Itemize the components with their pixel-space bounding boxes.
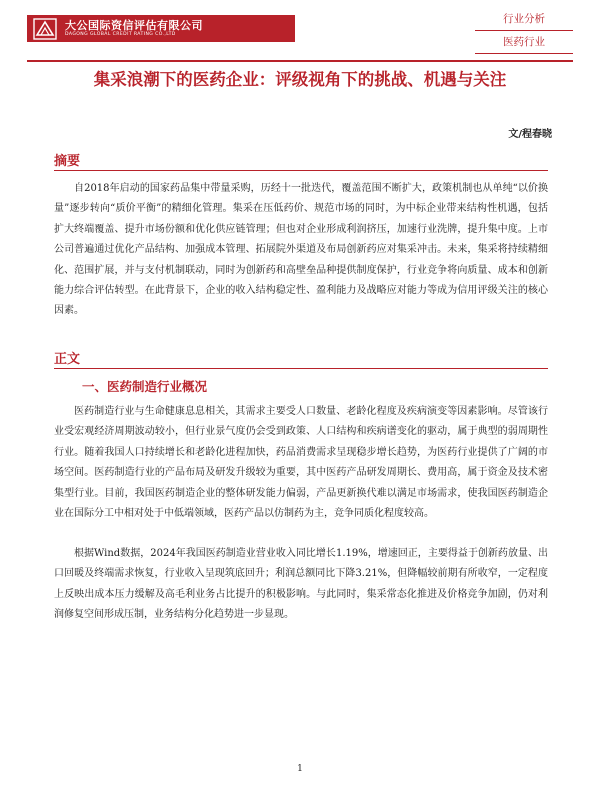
category-tags <box>475 8 573 54</box>
tag-industry-analysis: 行业分析 <box>475 8 573 31</box>
company-logo <box>27 15 295 42</box>
subsection-heading: 一、医药制造行业概况 <box>82 379 208 394</box>
tag-pharma-industry: 医药行业 <box>475 31 573 54</box>
abstract-divider <box>54 170 548 171</box>
header-divider <box>27 60 573 62</box>
abstract-paragraph: 自2018年启动的国家药品集中带量采购，历经十一批迭代，覆盖范围不断扩大，政策机制也从单纯“以价换量”逐步转向“质价平衡”的精细化管理。集采在压低药价、规范市场的同时，为中标企业带来结构性机遇，包括扩大终端覆盖、提升市场份额和优化供应链管理；但也对企业形成利润挤压，加速行业洗牌，提升集中度。上市公司普遍通过优化产品结构、加强成本管理、拓展院外渠道及布局创新药应对集采冲击。未来，集采将持续精细化、范围扩展，并与支付机制联动，同时为创新药和高壁垒品种提供制度保护，行业竞争将向质量、成本和创新能力综合评估转型。在此背景下，企业的收入结构稳定性、盈利能力及战略应对能力等成为信用评级关注的核心因素。 <box>54 183 548 317</box>
body-paragraph-1: 医药制造行业与生命健康息息相关，其需求主要受人口数量、老龄化程度及疾病演变等因素影响。尽管该行业受宏观经济周期波动较小，但行业景气度仍会受到政策、人口结构和疾病谱变化的驱动，属于典型的弱周期性行业。随着我国人口持续增长和老龄化进程加快，药品消费需求呈现稳步增长趋势，为医药行业提供了广阔的市场空间。医药制造行业的产品布局及研发升级较为重要，其中医药产品研发周期长、费用高，属于资金及技术密集型行业。目前，我国医药制造企业的整体研发能力偏弱，产品更新换代难以满足市场需求，使我国医药制造企业在国际分工中相对处于中低端领域，医药产品以仿制药为主，竞争同质化程度较高。 <box>54 406 548 520</box>
body-heading: 正文 <box>54 352 81 367</box>
abstract-heading: 摘要 <box>54 154 81 169</box>
page-number: 1 <box>297 764 303 774</box>
author-line: 文/程春晓 <box>508 129 552 140</box>
dagong-logo-icon <box>33 18 57 40</box>
page-header <box>0 0 600 62</box>
body-paragraph-2: 根据Wind数据，2024年我国医药制造业营业收入同比增长1.19%，增速回正，主要得益于创新药放量、出口回暖及终端需求恢复，行业收入呈现筑底回升；利润总额同比下降3.21%，但降幅较前期有所收窄，一定程度上反映出成本压力缓解及高毛利业务占比提升的积极影响。与此同时，集采常态化推进及价格竞争加剧，仍对利润修复空间形成压制，业务结构分化趋势进一步显现。 <box>54 548 548 621</box>
body-divider <box>54 368 548 369</box>
logo-chinese-name: 大公国际资信评估有限公司 <box>65 19 203 32</box>
logo-english-name: DAGONG GLOBAL CREDIT RATING CO.,LTD <box>65 32 176 37</box>
document-title: 集采浪潮下的医药企业：评级视角下的挑战、机遇与关注 <box>93 70 507 89</box>
